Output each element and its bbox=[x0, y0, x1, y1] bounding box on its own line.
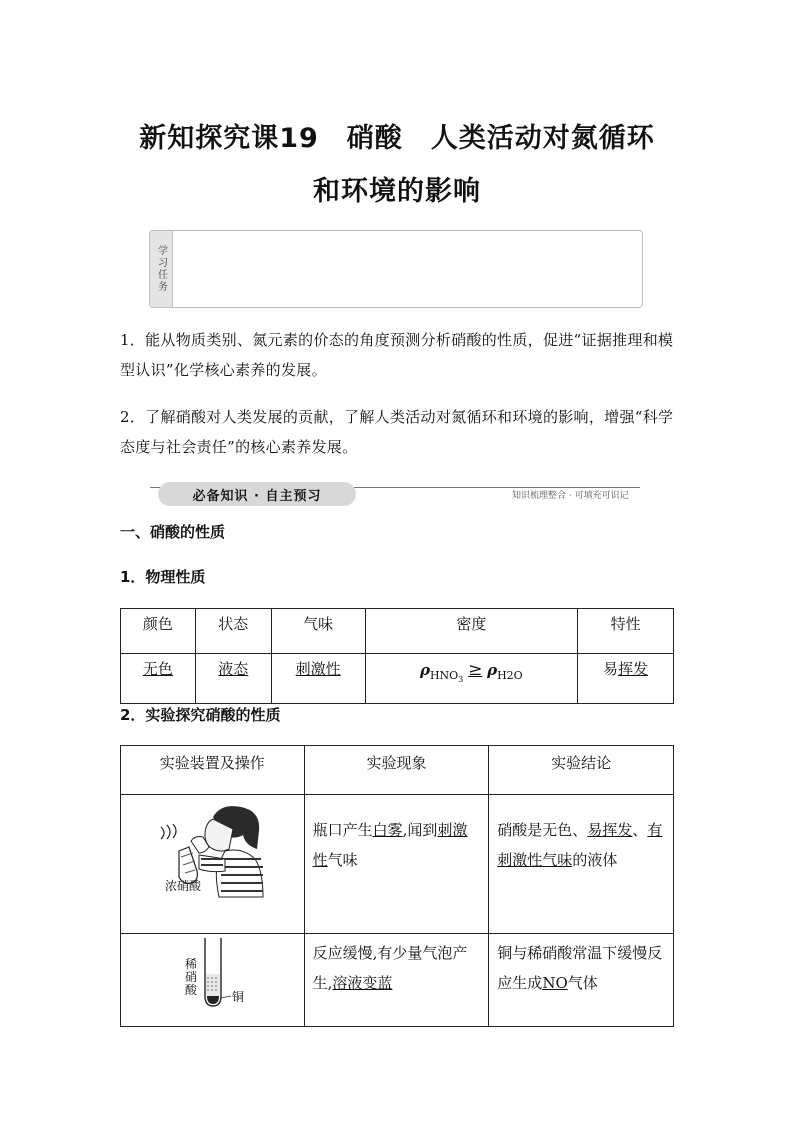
header-smell: 气味 bbox=[271, 609, 365, 654]
caption-copper: 铜 bbox=[232, 990, 245, 1004]
header-state: 状态 bbox=[195, 609, 271, 654]
caption-concentrated-nitric-acid: 浓硝酸 bbox=[165, 879, 202, 893]
density-comparator: ≥ bbox=[468, 660, 483, 680]
value-color: 无色 bbox=[142, 660, 173, 678]
subheading-physical-properties: 1．物理性质 bbox=[120, 568, 206, 586]
copper-experiment-illustration-cell bbox=[121, 934, 305, 1027]
feature-underlined: 挥发 bbox=[618, 660, 649, 678]
caption-char-3: 酸 bbox=[185, 983, 198, 997]
experiment-table bbox=[120, 745, 674, 1027]
caption-char-1: 稀 bbox=[185, 957, 198, 971]
concl2-text-b: 气体 bbox=[567, 974, 598, 992]
phen1-pungent: 刺激性 bbox=[312, 821, 468, 869]
objective-1: 1．能从物质类别、氮元素的价态的角度预测分析硝酸的性质，促进“证据推理和模型认识”化学核心素养的发展。 bbox=[120, 331, 674, 379]
caption-dilute-nitric-acid bbox=[185, 958, 197, 997]
physical-properties-table bbox=[120, 608, 674, 704]
concl1-pungent-smell: 有刺激性气味 bbox=[497, 821, 663, 869]
density-sub-hno: HNO bbox=[429, 669, 459, 682]
value-density bbox=[365, 654, 578, 704]
value-smell: 刺激性 bbox=[295, 660, 341, 678]
section-heading-nitric-acid: 一、硝酸的性质 bbox=[120, 523, 226, 541]
value-feature bbox=[578, 654, 674, 704]
table-row bbox=[121, 654, 674, 704]
concl1-text-c: 的液体 bbox=[572, 851, 618, 869]
phen1-text-c: 气味 bbox=[327, 851, 358, 869]
concl2-text-a: 铜与稀硝酸常温下缓慢反应生成 bbox=[497, 944, 663, 992]
learning-task-label: 学习任务 bbox=[155, 245, 167, 293]
page-title-line1 bbox=[0, 116, 794, 155]
phen2-solution-blue: 溶液变蓝 bbox=[332, 974, 393, 992]
title-part3: 人类活动对氮循环 bbox=[430, 123, 655, 154]
concl1-text-a: 硝酸是无色、 bbox=[497, 821, 588, 839]
header-phenomenon: 实验现象 bbox=[304, 746, 489, 795]
concl2-no: NO bbox=[542, 974, 568, 992]
learning-task-tab bbox=[150, 231, 173, 307]
subheading-experiment: 2．实验探究硝酸的性质 bbox=[120, 706, 281, 724]
banner-subtitle: 知识梳理整合 · 可填充可识记 bbox=[512, 491, 629, 501]
title-part1: 新知探究课19 bbox=[139, 123, 319, 154]
conclusion-1 bbox=[489, 795, 674, 934]
page-title-line2: 和环境的影响 bbox=[313, 176, 481, 207]
header-color: 颜色 bbox=[121, 609, 196, 654]
table-row bbox=[121, 934, 674, 1027]
header-conclusion: 实验结论 bbox=[489, 746, 674, 795]
concl1-text-b: 、 bbox=[632, 821, 648, 839]
caption-char-2: 硝 bbox=[185, 970, 198, 984]
rho-symbol-2: ρ bbox=[487, 661, 498, 679]
phen2-text-a: 反应缓慢,有少量气泡产生, bbox=[312, 944, 468, 992]
smell-experiment-illustration-cell bbox=[121, 795, 305, 934]
learning-task-box bbox=[149, 230, 643, 308]
title-part2: 硝酸 bbox=[346, 123, 403, 154]
value-state: 液态 bbox=[218, 660, 249, 678]
phen1-text-b: ,闻到 bbox=[402, 821, 438, 839]
person-smelling-bottle-illustration bbox=[121, 795, 305, 913]
section-banner: 必备知识 · 自主预习 bbox=[158, 482, 356, 506]
phen1-white-fog: 白雾 bbox=[372, 821, 403, 839]
phenomenon-1 bbox=[304, 795, 489, 934]
header-feature: 特性 bbox=[578, 609, 674, 654]
objective-2: 2．了解硝酸对人类发展的贡献，了解人类活动对氮循环和环境的影响，增强“科学态度与社会责任”的核心素养发展。 bbox=[120, 408, 674, 456]
header-apparatus: 实验装置及操作 bbox=[121, 746, 305, 795]
test-tube-icon bbox=[121, 934, 305, 1022]
phen1-text-a: 瓶口产生 bbox=[312, 821, 373, 839]
header-density: 密度 bbox=[365, 609, 578, 654]
feature-prefix: 易 bbox=[603, 660, 619, 678]
phenomenon-2 bbox=[304, 934, 489, 1027]
conclusion-2 bbox=[489, 934, 674, 1027]
rho-symbol-1: ρ bbox=[419, 661, 430, 679]
density-sub-3: 3 bbox=[458, 675, 464, 685]
table-header-row bbox=[121, 609, 674, 654]
density-sub-h2o: H2O bbox=[497, 669, 523, 682]
concl1-volatile: 易挥发 bbox=[587, 821, 633, 839]
table-header-row bbox=[121, 746, 674, 795]
table-row bbox=[121, 795, 674, 934]
